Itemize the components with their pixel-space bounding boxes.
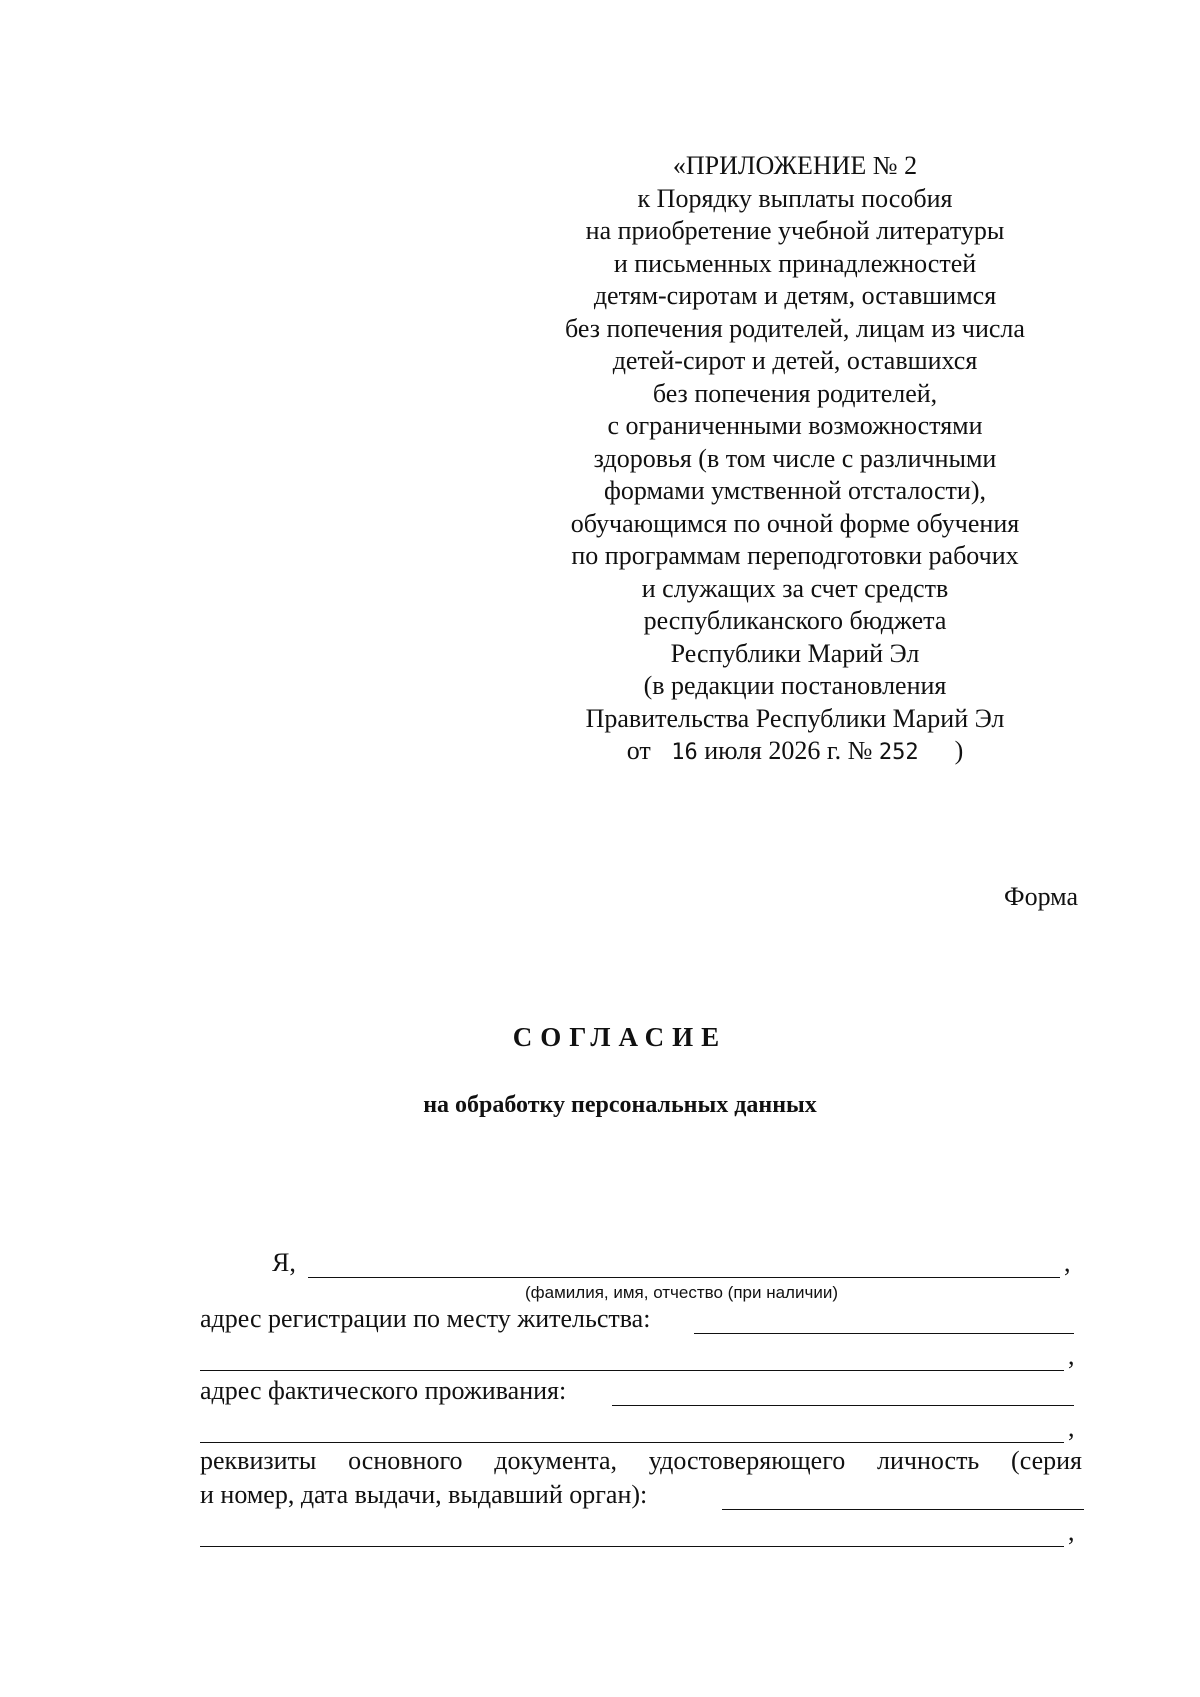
comma: ,: [1064, 1248, 1071, 1277]
appendix-line: детям-сиротам и детям, оставшимся: [593, 281, 997, 310]
date-day: 16: [671, 740, 698, 765]
registration-address-label: адрес регистрации по месту жительства:: [200, 1304, 651, 1333]
full-name-hint: (фамилия, имя, отчество (при наличии): [525, 1283, 838, 1302]
appendix-line: Республики Марий Эл: [670, 638, 920, 668]
residence-address-label: адрес фактического проживания:: [200, 1376, 567, 1405]
appendix-header: [530, 150, 1060, 770]
identity-document-label-line2: и номер, дата выдачи, выдавший орган):: [200, 1480, 648, 1509]
appendix-line: по программам переподготовки рабочих: [571, 541, 1019, 570]
appendix-line: республиканского бюджета: [643, 606, 947, 635]
registration-address-field[interactable]: [694, 1333, 1074, 1334]
appendix-line: без попечения родителей,: [652, 378, 938, 408]
appendix-line: детей-сирот и детей, оставшихся: [612, 346, 978, 375]
comma: ,: [1068, 1413, 1075, 1442]
date-prefix: от: [626, 736, 651, 765]
identity-document-field[interactable]: [722, 1509, 1084, 1510]
residence-address-field-continued[interactable]: [200, 1442, 1064, 1443]
appendix-line: здоровья (в том числе с различными: [593, 443, 997, 473]
comma: ,: [1068, 1341, 1075, 1370]
appendix-line: обучающимся по очной форме обучения: [570, 508, 1020, 538]
appendix-line: без попечения родителей, лицам из числа: [565, 313, 1025, 343]
appendix-line: и письменных принадлежностей: [613, 248, 977, 278]
resolution-date-line: [530, 735, 1060, 770]
identity-document-field-continued[interactable]: [200, 1546, 1064, 1547]
appendix-line: формами умственной отсталости),: [604, 476, 986, 505]
registration-address-field-continued[interactable]: [200, 1370, 1064, 1371]
appendix-line: с ограниченными возможностями: [607, 411, 983, 440]
form-label: Форма: [1004, 882, 1078, 911]
full-name-field[interactable]: [308, 1277, 1060, 1278]
document-title: СОГЛАСИЕ: [512, 1022, 728, 1052]
date-month-year: июля 2026 г. №: [704, 736, 873, 765]
document-subtitle: на обработку персональных данных: [423, 1092, 817, 1118]
i-label: Я,: [272, 1248, 296, 1277]
appendix-line: (в редакции постановления: [643, 671, 947, 700]
appendix-line: Правительства Республики Марий Эл: [585, 703, 1005, 733]
appendix-line: на приобретение учебной литературы: [585, 216, 1005, 245]
residence-address-field[interactable]: [612, 1405, 1074, 1406]
comma: ,: [1068, 1517, 1075, 1546]
identity-document-label-line1: реквизиты основного документа, удостоверяющего личность (серия: [200, 1446, 1082, 1475]
resolution-number: 252: [878, 740, 919, 765]
appendix-line: и служащих за счет средств: [641, 573, 949, 603]
date-close: ): [954, 736, 964, 765]
appendix-line: к Порядку выплаты пособия: [637, 183, 953, 213]
appendix-line: «ПРИЛОЖЕНИЕ № 2: [672, 151, 918, 180]
